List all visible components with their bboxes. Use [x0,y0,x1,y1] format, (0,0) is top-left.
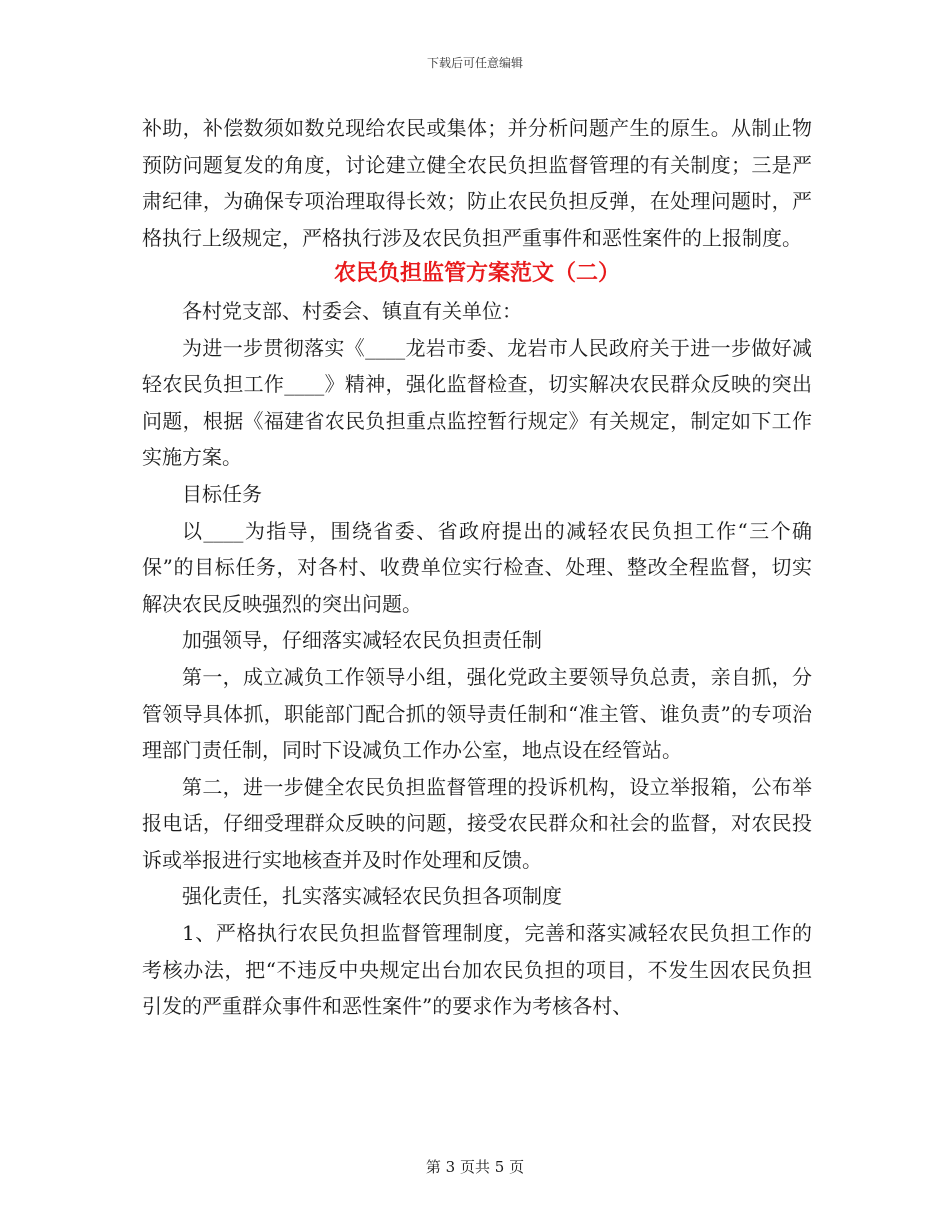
paragraph-continuation: 补助，补偿数须如数兑现给农民或集体；并分析问题产生的原生。从制止物预防问题复发的角度，讨论建立健全农民负担监督管理的有关制度；三是严肃纪律，为确保专项治理取得长效；防止农民负担反弹，在处理问题时，严格执行上级规定，严格执行涉及农民负担严重事件和恶性案件的上报制度。 [142,116,812,250]
section-title: 农民负担监管方案范文（二） [333,261,620,287]
paragraph-intro: 为进一步贯彻落实《____龙岩市委、龙岩市人民政府关于进一步做好减轻农民负担工作____》精神，强化监督检查，切实解决农民群众反映的突出问题，根据《福建省农民负担重点监控暂行规定》有关规定，制定如下工作实施方案。 [142,335,812,470]
heading-responsibility: 强化责任，扎实落实减轻农民负担各项制度 [182,884,562,909]
paragraph-first: 第一，成立减负工作领导小组，强化党政主要领导负总责，亲自抓，分管领导具体抓，职能部门配合抓的领导责任制和“准主管、谁负责”的专项治理部门责任制，同时下设减负工作办公室，地点设在经管站。 [142,664,812,763]
document-body [142,110,812,1025]
heading-target-tasks: 目标任务 [182,481,262,506]
paragraph-second: 第二，进一步健全农民负担监督管理的投诉机构，设立举报箱，公布举报电话，仔细受理群众反映的问题，接受农民群众和社会的监督，对农民投诉或举报进行实地核查并及时作处理和反馈。 [142,774,812,872]
paragraph-item-1: 1、严格执行农民负担监督管理制度，完善和落实减轻农民负担工作的考核办法，把“不违反中央规定出台加农民负担的项目，不发生因农民负担引发的严重群众事件和恶性案件”的要求作为考核各村、 [142,921,812,1019]
paragraph-salutation: 各村党支部、村委会、镇直有关单位： [182,298,522,323]
paragraph-target-tasks: 以____为指导，围绕省委、省政府提出的减轻农民负担工作“三个确保”的目标任务，对各村、收费单位实行检查、处理、整改全程监督，切实解决农民反映强烈的突出问题。 [142,518,812,616]
heading-leadership: 加强领导，仔细落实减轻农民负担责任制 [182,628,542,653]
header-note: 下载后可任意编辑 [426,56,523,70]
page-number: 第 3 页共 5 页 [425,1158,525,1176]
